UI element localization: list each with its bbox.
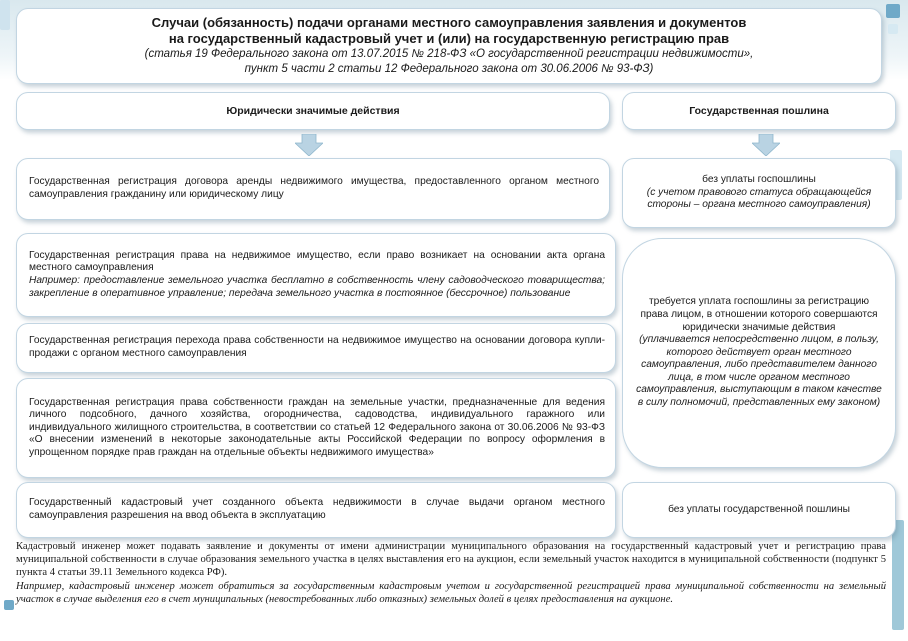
fee-box-text: требуется уплата госпошлины за регистрацию права лицом, в отношении которого совершаются юридически значимые действия: [640, 296, 878, 333]
fee-box-text: без уплаты государственной пошлины: [668, 503, 850, 515]
action-row-right-registration: [16, 233, 616, 317]
fee-box-note: (с учетом правового статуса обращающейся стороны – органа местного самоуправления): [646, 186, 872, 211]
fee-header-label: Государственная пошлина: [689, 105, 829, 117]
fee-box-fee-required: [622, 238, 896, 468]
title-line-2: на государственный кадастровый учет и (или) на государственную регистрацию прав: [168, 31, 730, 46]
decor-square: [4, 600, 14, 610]
title-line-4: пункт 5 части 2 статьи 12 Федерального закона от 30.06.2006 № 93-ФЗ): [244, 63, 654, 75]
actions-header-label: Юридически значимые действия: [226, 105, 400, 117]
title-line-1: Случаи (обязанность) подачи органами местного самоуправления заявления и документов: [151, 15, 747, 30]
fee-box-text: без уплаты госпошлины: [702, 174, 816, 186]
footer-example: Например, кадастровый инженер может обратиться за государственным кадастровым учетом и государственной регистрацией права муниципальной собственности на земельный участок в случае выделения его в счет муниципальных (невостребованных либо отказных) земельных долей в целях предоставления на аукционе.: [16, 580, 886, 605]
fee-header: [622, 92, 896, 130]
down-arrow-icon: [752, 134, 780, 156]
action-row-ownership-transfer: [16, 323, 616, 373]
footer-notes: [16, 540, 886, 636]
action-row-text: Государственная регистрация договора аренды недвижимого имущества, предоставленного органом местного самоуправления гражданину или юридическому лицу: [29, 176, 599, 200]
decor-square: [892, 520, 904, 630]
actions-header: [16, 92, 610, 130]
action-row-text: Государственная регистрация права на недвижимое имущество, если право возникает на основании акта органа местного самоуправления: [29, 249, 605, 274]
fee-box-note: (уплачивается непосредственно лицом, в пользу, которого действует орган местного самоуправления, либо представителем данного лица, в том числе органом местного самоуправления, выступающим в таком качестве в силу полномочий, представленных ему законом): [636, 334, 882, 409]
decor-square: [0, 0, 10, 30]
fee-box-no-state-fee: [622, 482, 896, 538]
down-arrow-icon: [295, 134, 323, 156]
footer-paragraph: Кадастровый инженер может подавать заявление и документы от имени администрации муниципального образования на государственный кадастровый учет и регистрацию права муниципальной собственности в случае образования земельного участка в целях выставления его на аукцион, если земельный участок находится в муниципальной собственности (подпункт 5 пункта 4 статьи 39.11 Земельного кодекса РФ).: [16, 541, 886, 579]
fee-box-no-fee: [622, 158, 896, 228]
action-row-land-ownership: [16, 378, 616, 478]
action-row-cadastral-registration: [16, 482, 616, 538]
action-row-text: Государственный кадастровый учет созданного объекта недвижимости в случае выдачи органом местного самоуправления разрешения на ввод объекта в эксплуатацию: [29, 497, 605, 521]
title-line-3: (статья 19 Федерального закона от 13.07.2015 № 218-ФЗ «О государственной регистрации недвижимости»,: [144, 48, 754, 60]
action-row-lease: [16, 158, 610, 220]
action-row-text: Государственная регистрация права собственности граждан на земельные участки, предназначенные для ведения личного подсобного, дачного хозяйства, огородничества, садоводства, индивидуального гаражного или индивидуального жилищного строительства, в соответствии со статьей 12 Федерального закона от 30.06.2006 № 93-ФЗ «О внесении изменений в некоторые законодательные акты Российской Федерации по вопросу оформления в упрощенном порядке прав граждан на отдельные объекты недвижимого имущества»: [29, 396, 605, 458]
decor-square: [888, 24, 898, 34]
action-row-example: Например: предоставление земельного участка бесплатно в собственность члену садоводческого товарищества; закрепление в оперативное управление; передача земельного участка в постоянное (бессрочное) пользование: [29, 275, 605, 299]
decor-square: [886, 4, 900, 18]
title-box: [16, 8, 882, 84]
action-row-text: Государственная регистрация перехода права собственности на недвижимое имущество на основании договора купли-продажи с органом местного самоуправления: [29, 335, 605, 359]
